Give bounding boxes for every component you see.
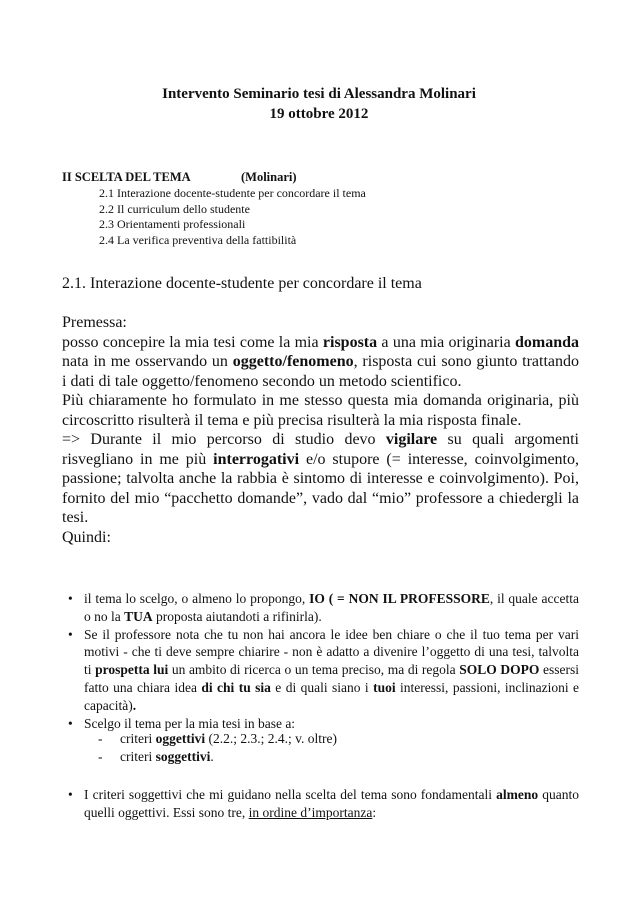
dash-glyph: - [98, 749, 103, 764]
sub-item: - criteri oggettivi (2.2.; 2.3.; 2.4.; v. oltre) [98, 731, 337, 746]
paragraph-vigilare: => Durante il mio percorso di studio devo vigilare su quali argomenti risvegliano in me più interrogativi e/o stupore (= interesse, coinvolgimento, passione; talvolta anche la rabbia è sintomo di interesse e coinvolgimento). Poi, fornito del mio “pacchetto domande”, vado dal “mio” professore a chiedergli la tesi. [62, 431, 580, 526]
quindi-label: Quindi: [62, 528, 111, 546]
paragraph-premessa: posso concepire la mia tesi come la mia risposta a una mia originaria domanda nata in me osservando un oggetto/fenomeno, risposta cui sono giunto trattando i dati di tale oggetto/fenomeno secondo un metodo scientifico. [62, 333, 580, 390]
document-title: Intervento Seminario tesi di Alessandra Molinari [162, 86, 476, 102]
bullet-glyph: • [68, 787, 73, 802]
bullet-list [62, 786, 579, 822]
dash-glyph: - [98, 731, 103, 746]
toc-item: 2.3 Orientamenti professionali [99, 217, 246, 231]
body-text [62, 313, 579, 547]
list-item: • Scelgo il tema per la mia tesi in base a: [68, 715, 296, 731]
paragraph-chiarezza: Più chiaramente ho formulato in me stesso questa mia domanda originaria, più circoscritto risulterà il tema e più precisa risulterà la mia risposta finale. [62, 392, 579, 429]
sub-item: - criteri soggettivi. [98, 749, 214, 764]
premessa-label: Premessa: [62, 314, 127, 331]
bullet-glyph: • [68, 715, 73, 731]
toc-section-heading [62, 170, 297, 185]
toc-item: 2.1 Interazione docente-studente per concordare il tema [99, 186, 366, 200]
list-item: • il tema lo scelgo, o almeno lo propongo, IO ( = NON IL PROFESSORE, il quale accetta o no la TUA proposta aiutandoti a rifinirla). [68, 591, 579, 624]
list-item: • Se il professore nota che tu non hai ancora le idee ben chiare o che il tuo tema per vari motivi - che ti deve sempre chiarire - non è adatto a divenire l’oggetto di una tesi, talvolta ti prospetta lui un ambito di ricerca o un tema preciso, ma di regola SOLO DOPO essersi fatto una chiara idea di chi tu sia e di quali siano i tuoi interessi, passioni, inclinazioni e capacità). [68, 626, 579, 713]
list-item: • I criteri soggettivi che mi guidano nella scelta del tema sono fondamentali almeno quanto quelli oggettivi. Essi sono tre, in ordine d’importanza: [68, 787, 580, 820]
bullet-list [62, 590, 579, 732]
document-date: 19 ottobre 2012 [269, 106, 369, 122]
section-heading: 2.1. Interazione docente-studente per concordare il tema [62, 275, 422, 292]
toc-item: 2.2 Il curriculum dello studente [99, 202, 250, 216]
toc-item: 2.4 La verifica preventiva della fattibilità [99, 233, 297, 247]
bullet-glyph: • [68, 591, 73, 606]
toc-section-author: (Molinari) [241, 170, 297, 184]
bullet-glyph: • [68, 626, 73, 642]
toc-section-title: II SCELTA DEL TEMA [62, 170, 191, 184]
